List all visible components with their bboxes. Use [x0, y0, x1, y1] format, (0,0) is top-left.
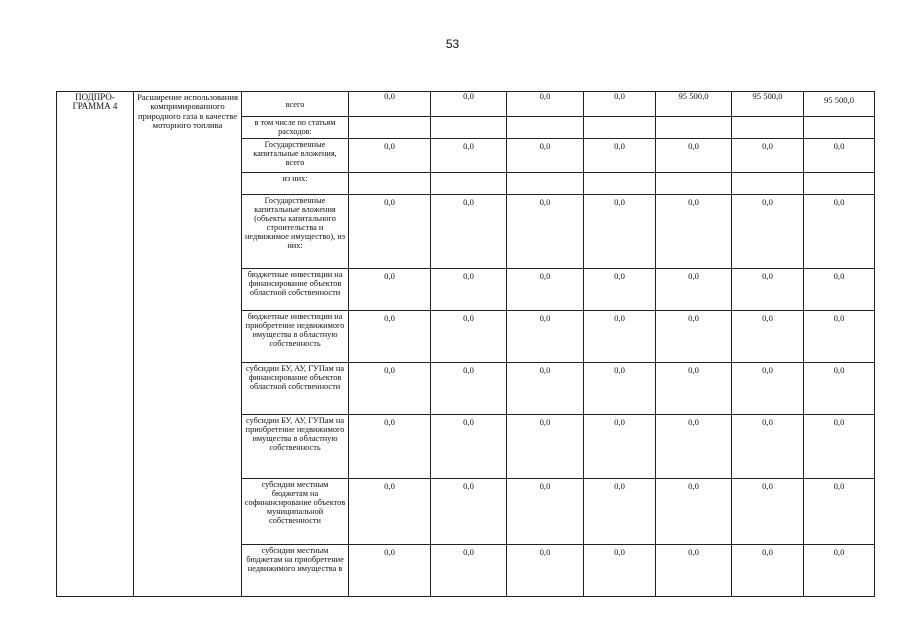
value-cell	[584, 173, 656, 195]
cell-value: 0,0	[688, 547, 699, 557]
value-cell	[656, 415, 732, 479]
row-label: бюджетные инвестиции на приобретение недвижимого имущества в областную собственность	[242, 311, 349, 363]
row-label: субсидии местным бюджетам на приобретение недвижимого имущества в	[242, 545, 349, 597]
value-cell	[507, 195, 584, 269]
cell-value: 95 500,0	[752, 91, 783, 101]
value-cell	[349, 173, 431, 195]
value-cell	[804, 415, 875, 479]
cell-value: 0,0	[384, 365, 395, 375]
value-cell	[656, 311, 732, 363]
cell-value: 0,0	[833, 481, 845, 491]
cell-value: 0,0	[539, 547, 551, 557]
value-cell	[732, 415, 804, 479]
cell-value: 0,0	[614, 417, 625, 427]
row-label: субсидии БУ, АУ, ГУПам на финансирование объектов областной собственности	[242, 363, 349, 415]
cell-value: 0,0	[463, 313, 474, 323]
row-label: Государственные капитальные вложения, всего	[242, 139, 349, 173]
value-cell	[349, 269, 431, 311]
cell-value: 0,0	[833, 197, 845, 207]
cell-value: 0,0	[688, 141, 699, 151]
value-cell	[584, 479, 656, 545]
cell-value: 0,0	[463, 271, 474, 281]
cell-value: 0,0	[463, 141, 474, 151]
value-cell	[584, 363, 656, 415]
value-cell	[804, 363, 875, 415]
cell-value: 0,0	[614, 481, 625, 491]
value-cell	[732, 363, 804, 415]
cell-value: 0,0	[384, 197, 395, 207]
cell-value: 0,0	[384, 91, 395, 101]
value-cell	[584, 117, 656, 139]
cell-value: 0,0	[688, 313, 699, 323]
cell-value: 0,0	[539, 365, 551, 375]
value-cell	[804, 117, 875, 139]
value-cell	[584, 269, 656, 311]
value-cell	[732, 173, 804, 195]
cell-value: 0,0	[463, 365, 474, 375]
cell-value: 0,0	[833, 141, 845, 151]
value-cell	[349, 415, 431, 479]
budget-table	[56, 91, 875, 597]
value-cell	[656, 139, 732, 173]
cell-value: 0,0	[539, 197, 551, 207]
value-cell	[804, 139, 875, 173]
value-cell	[656, 479, 732, 545]
cell-value: 0,0	[463, 197, 474, 207]
row-label: субсидии БУ, АУ, ГУПам на приобретение недвижимого имущества в областную собственность	[242, 415, 349, 479]
subprogram-title: Расширение использования компримированного природного газа в качестве моторного топлива	[134, 92, 242, 597]
value-cell	[656, 92, 732, 117]
value-cell	[732, 139, 804, 173]
cell-value: 0,0	[762, 271, 773, 281]
value-cell	[584, 195, 656, 269]
cell-value: 0,0	[762, 365, 773, 375]
value-cell	[507, 139, 584, 173]
value-cell	[431, 479, 507, 545]
cell-value: 0,0	[762, 197, 773, 207]
value-cell	[656, 117, 732, 139]
cell-value: 0,0	[614, 313, 625, 323]
value-cell	[431, 173, 507, 195]
value-cell	[732, 545, 804, 597]
row-label: в том числе по статьям расходов:	[242, 117, 349, 139]
cell-value: 95 500,0	[678, 91, 709, 101]
table-row	[57, 92, 875, 117]
row-label: всего	[242, 92, 349, 117]
value-cell	[349, 195, 431, 269]
value-cell	[732, 195, 804, 269]
cell-value: 0,0	[688, 197, 699, 207]
cell-value: 0,0	[614, 197, 625, 207]
value-cell	[656, 173, 732, 195]
value-cell	[431, 311, 507, 363]
value-cell	[732, 269, 804, 311]
value-cell	[507, 92, 584, 117]
value-cell	[507, 479, 584, 545]
row-label: Государственные капитальные вложения (объекты капитального строительства и недвижимое имущество), из них:	[242, 195, 349, 269]
cell-value: 0,0	[384, 271, 395, 281]
value-cell	[804, 92, 875, 117]
cell-value: 0,0	[762, 417, 773, 427]
value-cell	[507, 173, 584, 195]
cell-value: 0,0	[614, 365, 625, 375]
value-cell	[732, 92, 804, 117]
value-cell	[431, 195, 507, 269]
row-label: из них:	[242, 173, 349, 195]
value-cell	[656, 363, 732, 415]
value-cell	[431, 92, 507, 117]
value-cell	[804, 195, 875, 269]
value-cell	[507, 363, 584, 415]
cell-value: 0,0	[688, 481, 699, 491]
value-cell	[349, 311, 431, 363]
value-cell	[584, 545, 656, 597]
cell-value: 0,0	[614, 547, 625, 557]
cell-value: 0,0	[614, 141, 625, 151]
value-cell	[349, 117, 431, 139]
cell-value: 95 500,0	[823, 95, 855, 105]
subprogram-code: ПОДПРО-ГРАММА 4	[57, 92, 134, 597]
value-cell	[349, 545, 431, 597]
cell-value: 0,0	[463, 481, 474, 491]
value-cell	[584, 311, 656, 363]
value-cell	[349, 363, 431, 415]
cell-value: 0,0	[539, 271, 551, 281]
value-cell	[804, 269, 875, 311]
value-cell	[732, 117, 804, 139]
cell-value: 0,0	[688, 271, 699, 281]
value-cell	[431, 117, 507, 139]
cell-value: 0,0	[539, 141, 551, 151]
cell-value: 0,0	[463, 91, 474, 101]
value-cell	[584, 415, 656, 479]
cell-value: 0,0	[539, 481, 551, 491]
page-number: 53	[445, 37, 460, 51]
cell-value: 0,0	[833, 313, 845, 323]
row-label: субсидии местным бюджетам на софинансирование объектов муниципальной собственности	[242, 479, 349, 545]
table-body	[57, 92, 875, 597]
cell-value: 0,0	[384, 141, 395, 151]
value-cell	[804, 311, 875, 363]
cell-value: 0,0	[463, 547, 474, 557]
cell-value: 0,0	[384, 481, 395, 491]
value-cell	[732, 311, 804, 363]
cell-value: 0,0	[688, 417, 699, 427]
value-cell	[584, 92, 656, 117]
value-cell	[656, 545, 732, 597]
value-cell	[656, 195, 732, 269]
cell-value: 0,0	[384, 313, 395, 323]
value-cell	[732, 479, 804, 545]
value-cell	[431, 139, 507, 173]
value-cell	[507, 117, 584, 139]
cell-value: 0,0	[833, 547, 845, 557]
value-cell	[431, 269, 507, 311]
cell-value: 0,0	[463, 417, 474, 427]
value-cell	[804, 173, 875, 195]
cell-value: 0,0	[762, 313, 773, 323]
value-cell	[431, 415, 507, 479]
cell-value: 0,0	[539, 417, 551, 427]
cell-value: 0,0	[762, 141, 773, 151]
cell-value: 0,0	[833, 365, 845, 375]
cell-value: 0,0	[614, 271, 625, 281]
value-cell	[349, 139, 431, 173]
cell-value: 0,0	[539, 91, 551, 101]
value-cell	[507, 269, 584, 311]
value-cell	[507, 311, 584, 363]
value-cell	[507, 545, 584, 597]
value-cell	[431, 545, 507, 597]
cell-value: 0,0	[762, 547, 773, 557]
cell-value: 0,0	[833, 271, 845, 281]
cell-value: 0,0	[833, 417, 845, 427]
value-cell	[431, 363, 507, 415]
cell-value: 0,0	[614, 91, 625, 101]
row-label: бюджетные инвестиции на финансирование объектов областной собственности	[242, 269, 349, 311]
value-cell	[507, 415, 584, 479]
value-cell	[349, 92, 431, 117]
value-cell	[349, 479, 431, 545]
cell-value: 0,0	[688, 365, 699, 375]
cell-value: 0,0	[384, 417, 395, 427]
cell-value: 0,0	[384, 547, 395, 557]
value-cell	[804, 545, 875, 597]
value-cell	[804, 479, 875, 545]
value-cell	[656, 269, 732, 311]
cell-value: 0,0	[762, 481, 773, 491]
value-cell	[584, 139, 656, 173]
cell-value: 0,0	[539, 313, 551, 323]
